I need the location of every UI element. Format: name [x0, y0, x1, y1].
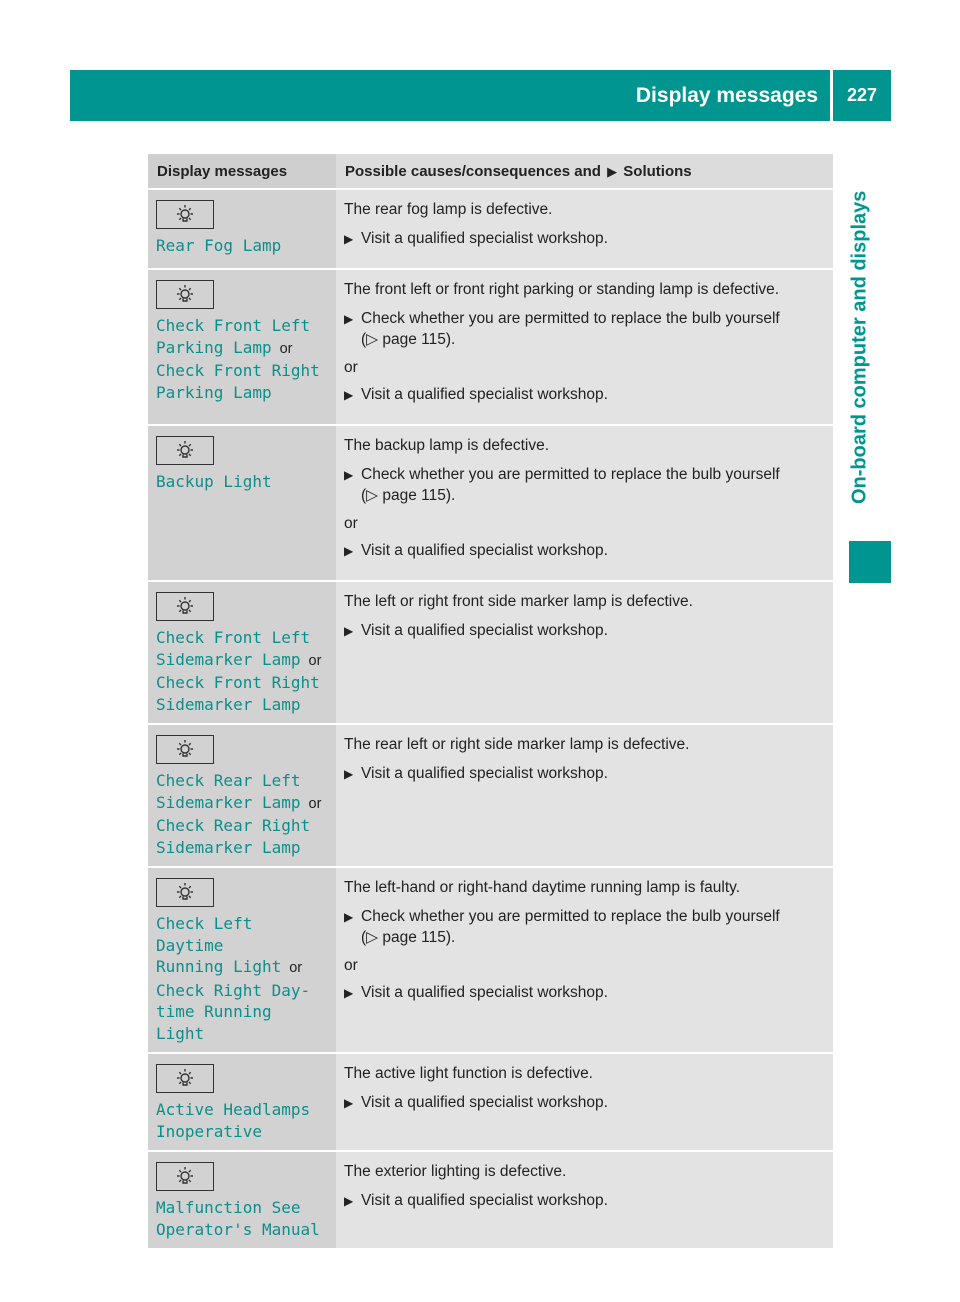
table-row [148, 1053, 833, 1151]
bulb-icon [156, 436, 214, 465]
message-cell [148, 189, 336, 269]
message-line: Sidemarker Lamp [156, 649, 301, 669]
bulb-icon [156, 1162, 214, 1191]
bulb-icon [156, 592, 214, 621]
message-cell [148, 1053, 336, 1151]
message-cell [148, 867, 336, 1053]
step-arrow-icon [344, 906, 361, 948]
message-line: Check Right Day‐ [156, 980, 311, 1000]
col-header-pre: Possible causes/consequences and [345, 162, 601, 180]
message-line: Sidemarker Lamp [156, 837, 301, 857]
step-arrow-icon [344, 982, 361, 1004]
bulb-icon [156, 735, 214, 764]
bulb-icon [156, 1064, 214, 1093]
or-text: or [344, 957, 358, 974]
message-line: Running Light [156, 957, 282, 976]
solution-cell [336, 867, 833, 1053]
message-line: Check Front Right [156, 361, 320, 380]
message-line: Malfunction See [156, 1198, 301, 1217]
step-arrow-icon [344, 308, 361, 350]
solution-step: ▶ Visit a qualified specialist workshop. [344, 620, 827, 642]
table-row [148, 867, 833, 1053]
solution-cell [336, 425, 833, 581]
table-row [148, 189, 833, 269]
solution-step: ▶ Check whether you are permitted to replace the bulb yourself (▷ page 115). [344, 464, 827, 506]
section-side-label: On-board computer and displays [848, 190, 871, 504]
step-arrow-icon [344, 1190, 361, 1212]
message-line: Operator's Manual [156, 1219, 320, 1239]
message-line: Sidemarker Lamp [156, 792, 301, 812]
page-number: 227 [846, 85, 878, 105]
or-label: or [279, 340, 293, 357]
or-text: or [344, 515, 358, 532]
col-header-solutions [336, 154, 833, 189]
table-row [148, 724, 833, 867]
message-line: Inoperative [156, 1121, 262, 1141]
solution-cell [336, 1151, 833, 1249]
table-row [148, 581, 833, 724]
step-arrow-icon [344, 763, 361, 785]
section-tab-marker [849, 541, 891, 583]
or-text: or [344, 359, 358, 376]
solution-arrow-icon: ▶ [607, 163, 618, 179]
cause-text: The exterior lighting is defective. [344, 1163, 567, 1180]
message-line: Parking Lamp [156, 337, 272, 357]
header-title: Display messages [635, 83, 818, 107]
message-line: Sidemarker Lamp [156, 694, 301, 714]
solution-cell [336, 189, 833, 269]
message-line: Parking Lamp [156, 382, 272, 402]
page-header [70, 70, 891, 121]
col-header-post: Solutions [623, 162, 692, 180]
solution-step: ▶ Visit a qualified specialist workshop. [344, 384, 827, 406]
col-header-display-messages: Display messages [148, 154, 336, 189]
solution-step: ▶ Visit a qualified specialist workshop. [344, 1092, 827, 1114]
solution-step: ▶ Visit a qualified specialist workshop. [344, 540, 827, 562]
table-row [148, 269, 833, 425]
message-line: Check Rear Right [156, 816, 311, 835]
step-arrow-icon [344, 384, 361, 406]
table-row [148, 1151, 833, 1249]
message-cell [148, 269, 336, 425]
solution-cell [336, 1053, 833, 1151]
step-arrow-icon [344, 540, 361, 562]
step-arrow-icon [344, 1092, 361, 1114]
message-line: Check Front Left [156, 628, 311, 647]
step-arrow-icon [344, 620, 361, 642]
display-messages-table [148, 154, 833, 1250]
message-line: Rear Fog Lamp [156, 236, 282, 255]
page-reference[interactable]: (▷ page 115). [361, 487, 456, 504]
or-label: or [289, 960, 303, 976]
bulb-icon [156, 280, 214, 309]
step-arrow-icon [344, 228, 361, 250]
solution-step: ▶ Check whether you are permitted to replace the bulb yourself (▷ page 115). [344, 308, 827, 350]
or-label: or [308, 652, 322, 669]
message-line: Check Rear Left [156, 771, 301, 790]
table-row [148, 425, 833, 581]
message-cell [148, 1151, 336, 1249]
solution-cell [336, 724, 833, 867]
message-cell [148, 581, 336, 724]
solution-cell [336, 581, 833, 724]
message-line: time Running Light [156, 1002, 272, 1043]
cause-text: The front left or front right parking or standing lamp is defective. [344, 281, 780, 298]
solution-step: ▶ Visit a qualified specialist workshop. [344, 982, 827, 1004]
message-cell [148, 724, 336, 867]
message-line: Active Headlamps [156, 1100, 311, 1119]
solution-step: ▶ Visit a qualified specialist workshop. [344, 763, 827, 785]
cause-text: The backup lamp is defective. [344, 437, 550, 454]
page-reference[interactable]: (▷ page 115). [361, 929, 456, 946]
step-arrow-icon [344, 464, 361, 506]
cause-text: The left-hand or right-hand daytime running lamp is faulty. [344, 879, 741, 896]
message-line: Check Front Right [156, 673, 320, 692]
solution-step: ▶ Visit a qualified specialist workshop. [344, 228, 827, 250]
cause-text: The rear fog lamp is defective. [344, 201, 553, 218]
cause-text: The rear left or right side marker lamp is defective. [344, 736, 690, 753]
page-reference[interactable]: (▷ page 115). [361, 331, 456, 348]
message-line: Backup Light [156, 472, 272, 491]
cause-text: The left or right front side marker lamp is defective. [344, 593, 693, 610]
solution-cell [336, 269, 833, 425]
bulb-icon [156, 878, 214, 907]
table-header-row [148, 154, 833, 189]
cause-text: The active light function is defective. [344, 1065, 593, 1082]
message-line: Check Front Left [156, 316, 311, 335]
message-cell [148, 425, 336, 581]
solution-step: ▶ Visit a qualified specialist workshop. [344, 1190, 827, 1212]
bulb-icon [156, 200, 214, 229]
or-label: or [308, 795, 322, 812]
message-line: Check Left Daytime [156, 914, 253, 955]
solution-step: ▶ Check whether you are permitted to replace the bulb yourself (▷ page 115). [344, 906, 827, 948]
